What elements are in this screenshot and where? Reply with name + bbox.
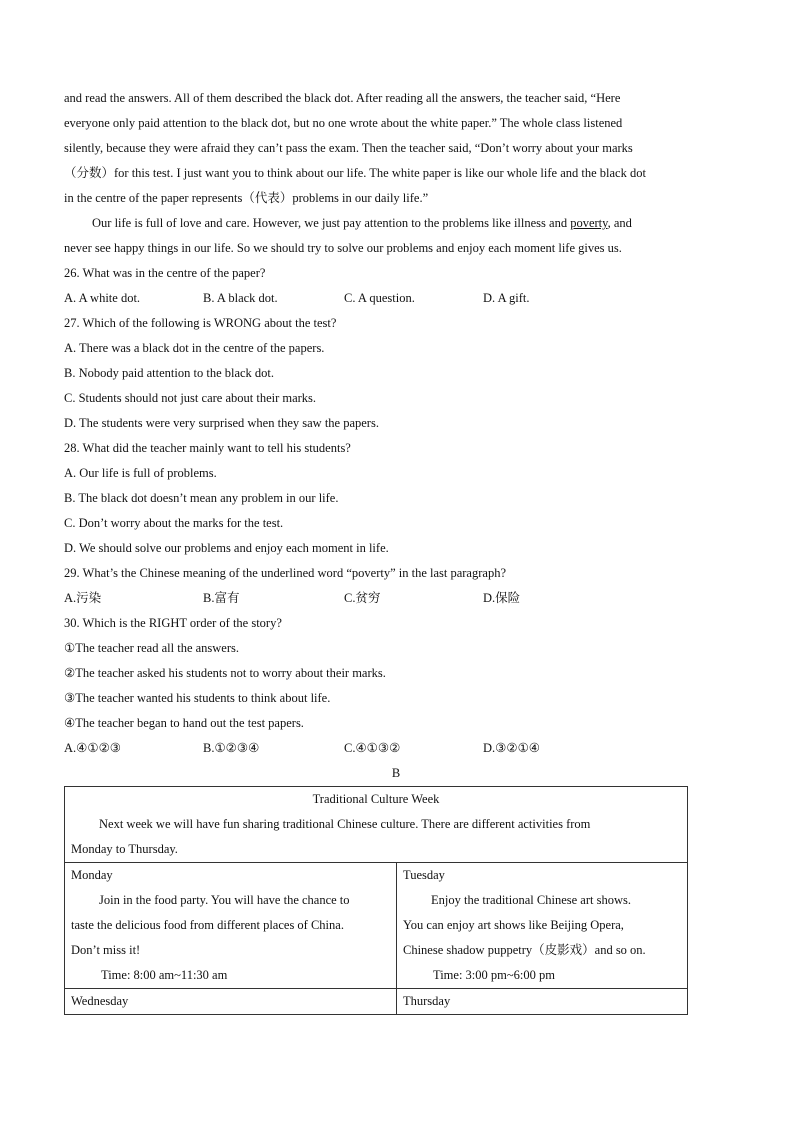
intro-line: Monday to Thursday.: [71, 842, 178, 856]
day-label: Thursday: [403, 994, 451, 1008]
option-b: B.富有: [203, 591, 240, 605]
passage-line: never see happy things in our life. So we should try to solve our problems and enjoy each moment life gives us.: [64, 241, 622, 255]
passage-line: silently, because they were afraid they can’t pass the exam. Then the teacher said, “Don’t worry about your marks: [64, 141, 633, 155]
option-a: A.④①②③: [64, 741, 121, 755]
event-item: ②The teacher asked his students not to worry about their marks.: [64, 666, 386, 680]
option-c: C. Students should not just care about their marks.: [64, 391, 317, 405]
section-label: B: [391, 766, 401, 780]
passage-line: everyone only paid attention to the black dot, but no one wrote about the white paper.” The whole class listened: [64, 116, 623, 130]
intro-line: Next week we will have fun sharing traditional Chinese culture. There are different activities from: [99, 817, 591, 831]
option-c: C. A question.: [344, 291, 415, 305]
passage-line: [64, 211, 724, 236]
activity-line: Enjoy the traditional Chinese art shows.: [431, 893, 631, 907]
table-title: Traditional Culture Week: [312, 792, 440, 806]
activity-line: taste the delicious food from different places of China.: [71, 918, 344, 932]
option-d: D. The students were very surprised when they saw the papers.: [64, 416, 379, 430]
option-row: [64, 286, 724, 311]
option-a: A. A white dot.: [64, 291, 141, 305]
option-row: [64, 586, 724, 611]
option-a: A. There was a black dot in the centre of the papers.: [64, 341, 325, 355]
time-line: Time: 8:00 am~11:30 am: [101, 968, 228, 982]
question-text: 28. What did the teacher mainly want to tell his students?: [64, 441, 351, 455]
question-28: [64, 436, 724, 561]
monday-cell: [65, 863, 397, 989]
passage-text: Our life is full of love and care. However, we just pay attention to the problems like illness and: [92, 216, 571, 230]
option-d: D. We should solve our problems and enjoy each moment in life.: [64, 541, 389, 555]
day-label: Monday: [71, 868, 113, 882]
option-d: D.③②①④: [483, 741, 540, 755]
option-c: C.④①③②: [344, 741, 401, 755]
passage-line: （分数）for this test. I just want you to think about our life. The white paper is like our whole life and the black dot: [64, 166, 646, 180]
question-text: 30. Which is the RIGHT order of the story?: [64, 616, 282, 630]
wednesday-cell: [65, 989, 397, 1015]
culture-week-table: [64, 786, 688, 1015]
table-header-cell: [65, 787, 688, 863]
activity-line: Join in the food party. You will have the chance to: [99, 893, 350, 907]
question-27: [64, 311, 724, 436]
option-d: D. A gift.: [483, 291, 530, 305]
event-item: ①The teacher read all the answers.: [64, 641, 240, 655]
thursday-cell: [397, 989, 688, 1015]
passage-paragraph-2: [64, 211, 724, 261]
option-c: C. Don’t worry about the marks for the test.: [64, 516, 284, 530]
option-b: B. Nobody paid attention to the black dot.: [64, 366, 275, 380]
question-text: 27. Which of the following is WRONG about the test?: [64, 316, 337, 330]
passage-text: , and: [607, 216, 632, 230]
option-b: B. A black dot.: [203, 291, 278, 305]
event-item: ④The teacher began to hand out the test papers.: [64, 716, 304, 730]
day-label: Wednesday: [71, 994, 129, 1008]
option-c: C.贫穷: [344, 591, 381, 605]
event-item: ③The teacher wanted his students to think about life.: [64, 691, 331, 705]
passage-line: in the centre of the paper represents（代表）problems in our daily life.”: [64, 191, 429, 205]
option-row: [64, 736, 724, 761]
day-label: Tuesday: [403, 868, 445, 882]
activity-line: You can enjoy art shows like Beijing Opera,: [403, 918, 624, 932]
question-30: [64, 611, 724, 761]
question-text: 29. What’s the Chinese meaning of the underlined word “poverty” in the last paragraph?: [64, 566, 506, 580]
option-a: A.污染: [64, 591, 102, 605]
option-d: D.保险: [483, 591, 521, 605]
tuesday-cell: [397, 863, 688, 989]
exam-page: [64, 86, 724, 1015]
time-line: Time: 3:00 pm~6:00 pm: [433, 968, 555, 982]
question-29: [64, 561, 724, 611]
option-b: B.①②③④: [203, 741, 260, 755]
question-26: [64, 261, 724, 311]
underlined-word: poverty: [570, 216, 608, 230]
question-text: 26. What was in the centre of the paper?: [64, 266, 266, 280]
activity-line: Chinese shadow puppetry（皮影戏）and so on.: [403, 943, 646, 957]
activity-line: Don’t miss it!: [71, 943, 141, 957]
passage-paragraph-1: [64, 86, 724, 211]
passage-line: and read the answers. All of them described the black dot. After reading all the answers, the teacher said, “Here: [64, 91, 621, 105]
option-b: B. The black dot doesn’t mean any problem in our life.: [64, 491, 339, 505]
option-a: A. Our life is full of problems.: [64, 466, 217, 480]
